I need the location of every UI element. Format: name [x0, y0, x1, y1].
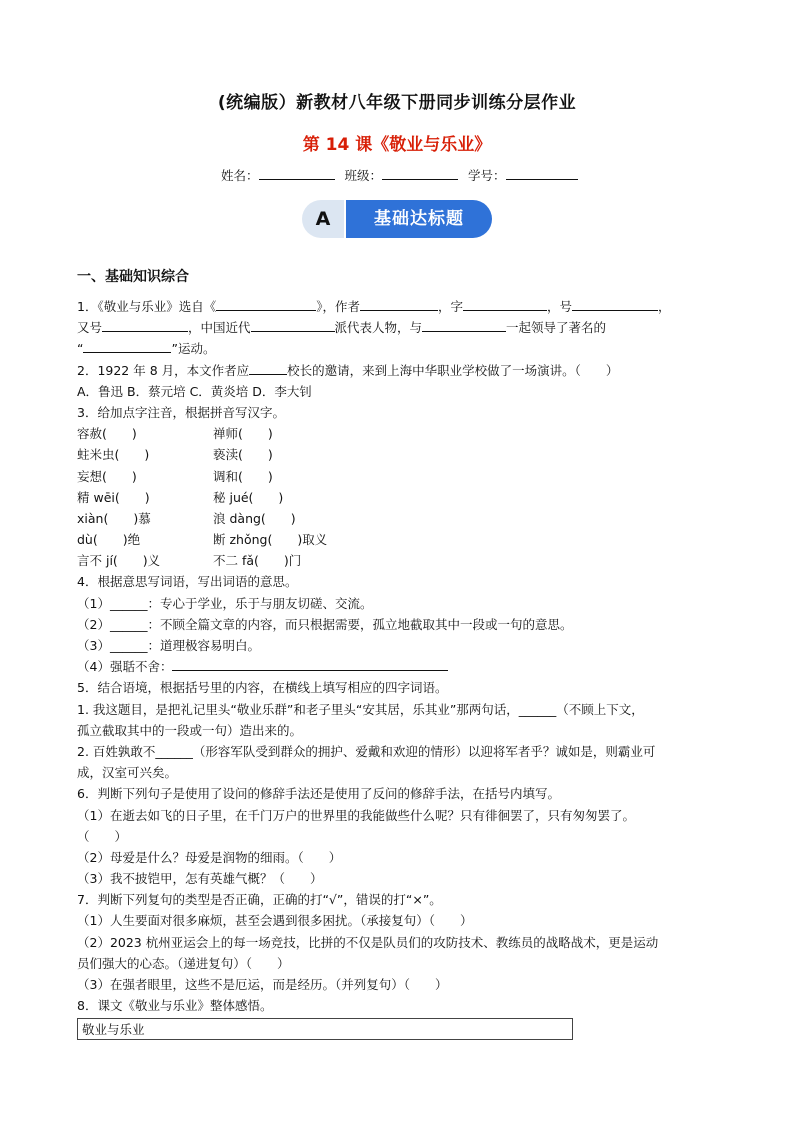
q3-cell: 断 zhǒng( )取义: [213, 532, 328, 548]
text: （4）强聒不舍：: [77, 659, 173, 675]
q8-answer-box[interactable]: 敬业与乐业: [77, 1018, 573, 1040]
blank[interactable]: [572, 298, 658, 311]
q3-cell: 禅师( ): [213, 426, 273, 442]
blank[interactable]: [251, 319, 335, 332]
q6-item-1: （1）在逝去如飞的日子里，在千门万户的世界里的我能做些什么呢？只有徘徊罢了，只有匆匆罢了。: [77, 807, 635, 823]
q3-row: [77, 529, 737, 550]
text: ”运动。: [171, 341, 216, 357]
text: “: [77, 341, 84, 357]
q6-stem: 6．判断下列句子是使用了设问的修辞手法还是使用了反问的修辞手法，在括号内填写。: [77, 786, 560, 802]
id-blank[interactable]: [506, 167, 578, 180]
text: 》，作者: [316, 299, 360, 314]
q3-row: [77, 508, 737, 529]
q3-cell: 亵渎( ): [213, 447, 273, 463]
text: 2．1922 年 8 月，本文作者应: [77, 362, 250, 378]
q3-cell: 不二 fǎ( )门: [213, 553, 302, 569]
blank[interactable]: [360, 298, 438, 311]
class-label: 班级：: [344, 168, 383, 183]
q5-item-2b: 成，汉室可兴矣。: [77, 765, 178, 781]
blank[interactable]: [83, 340, 171, 353]
level-badge: [302, 200, 492, 238]
q2-options: A．鲁迅 B．蔡元培 C．黄炎培 D．李大钊: [77, 383, 312, 399]
name-blank[interactable]: [259, 167, 335, 180]
blank[interactable]: [249, 362, 287, 375]
q1-line-3: [77, 338, 737, 359]
q7-item-1: （1）人生要面对很多麻烦，甚至会遇到很多困扰。（承接复句）（ ）: [77, 913, 473, 929]
q4-item-1: （1）______：专心于学业，乐于与朋友切磋、交流。: [77, 595, 373, 611]
q3-cell: 容赦( ): [77, 426, 137, 442]
q7-item-2b: 员们强大的心态。（递进复句）（ ）: [77, 955, 290, 971]
q7-item-3: （3）在强者眼里，这些不是厄运，而是经历。（并列复句）（ ）: [77, 977, 448, 992]
q3-cell: 妄想( ): [77, 468, 137, 484]
q3-row: [77, 487, 737, 508]
q6-item-3: （3）我不披铠甲，怎有英雄气概？（ ）: [77, 871, 323, 887]
level-badge-letter: A: [302, 200, 344, 238]
q6-item-1-paren: （ ）: [77, 828, 128, 844]
q5-item-2a: 2. 百姓孰敢不______（形容军队受到群众的拥护、爱戴和欢迎的情形）以迎将军者乎？诚如是，则霸业可: [77, 743, 656, 759]
q4-item-3: （3）______：道理极容易明白。: [77, 638, 260, 653]
text: ，中国近代: [188, 320, 251, 336]
blank[interactable]: [216, 298, 316, 311]
text: 派代表人物，与: [334, 320, 423, 336]
q3-cell: 蛀米虫( ): [77, 447, 150, 463]
q7-item-2a: （2）2023 杭州亚运会上的每一场竞技，比拼的不仅是队员们的攻防技术、教练员的战略战术，更是运动: [77, 934, 659, 950]
page-title: (统编版）新教材八年级下册同步训练分层作业: [217, 93, 577, 113]
text: 校长的邀请，来到上海中华职业学校做了一场演讲。（ ）: [287, 362, 619, 378]
class-blank[interactable]: [382, 167, 458, 180]
q3-cell: 言不 jí( )义: [77, 553, 161, 569]
section-heading: 一、基础知识综合: [77, 269, 189, 285]
q3-row: [77, 466, 737, 487]
text: 又号: [77, 320, 103, 336]
level-badge-label: 基础达标题: [346, 200, 492, 238]
q3-cell: dù( )绝: [77, 532, 141, 548]
blank[interactable]: [422, 319, 506, 332]
questions: [77, 296, 737, 1040]
blank[interactable]: [463, 298, 547, 311]
q3-cell: 调和( ): [213, 468, 273, 484]
q4-stem: 4．根据意思写词语，写出词语的意思。: [77, 574, 298, 590]
id-label: 学号：: [468, 168, 506, 183]
q3-row: [77, 423, 737, 444]
q5-item-1b: 孤立截取其中的一段或一句）造出来的。: [77, 722, 303, 738]
q3-row: [77, 444, 737, 465]
q3-row: [77, 550, 737, 571]
q3-cell: xiàn( )慕: [77, 510, 151, 526]
blank[interactable]: [102, 319, 188, 332]
student-info-line: [221, 166, 578, 184]
q3-cell: 精 wēi( ): [77, 489, 150, 505]
q8-stem: 8．课文《敬业与乐业》整体感悟。: [77, 998, 273, 1014]
q5-stem: 5．结合语境，根据括号里的内容，在横线上填写相应的四字词语。: [77, 680, 448, 696]
q5-item-1a: 1. 我这题目，是把礼记里头“敬业乐群”和老子里头“安其居，乐其业”那两句话，______（不顾上下文，: [77, 701, 644, 717]
q3-cell: 秘 jué( ): [213, 489, 284, 505]
q3-rows: [77, 423, 737, 571]
q4-item-2: （2）______：不顾全篇文章的内容，而只根据需要，孤立地截取其中一段或一句的意思。: [77, 616, 573, 632]
q7-stem: 7．判断下列复句的类型是否正确，正确的打“√”，错误的打“×”。: [77, 892, 442, 908]
text: 1．《敬业与乐业》选自《: [77, 299, 217, 314]
text: 一起领导了著名的: [506, 320, 607, 336]
q4-item-4: [77, 656, 737, 677]
q1-line-2: [77, 317, 737, 338]
lesson-title: 第 14 课《敬业与乐业》: [302, 135, 492, 155]
blank[interactable]: [172, 658, 448, 671]
q6-item-2: （2）母爱是什么？母爱是润物的细雨。（ ）: [77, 849, 342, 865]
q3-stem: 3．给加点字注音，根据拼音写汉字。: [77, 404, 285, 420]
name-label: 姓名：: [221, 168, 259, 183]
text: ，字: [437, 299, 463, 314]
q1-line-1: [77, 296, 737, 317]
q2-line-1: [77, 360, 737, 381]
text: ，: [658, 299, 671, 314]
q3-cell: 浪 dàng( ): [213, 510, 296, 526]
text: ，号: [547, 299, 573, 314]
